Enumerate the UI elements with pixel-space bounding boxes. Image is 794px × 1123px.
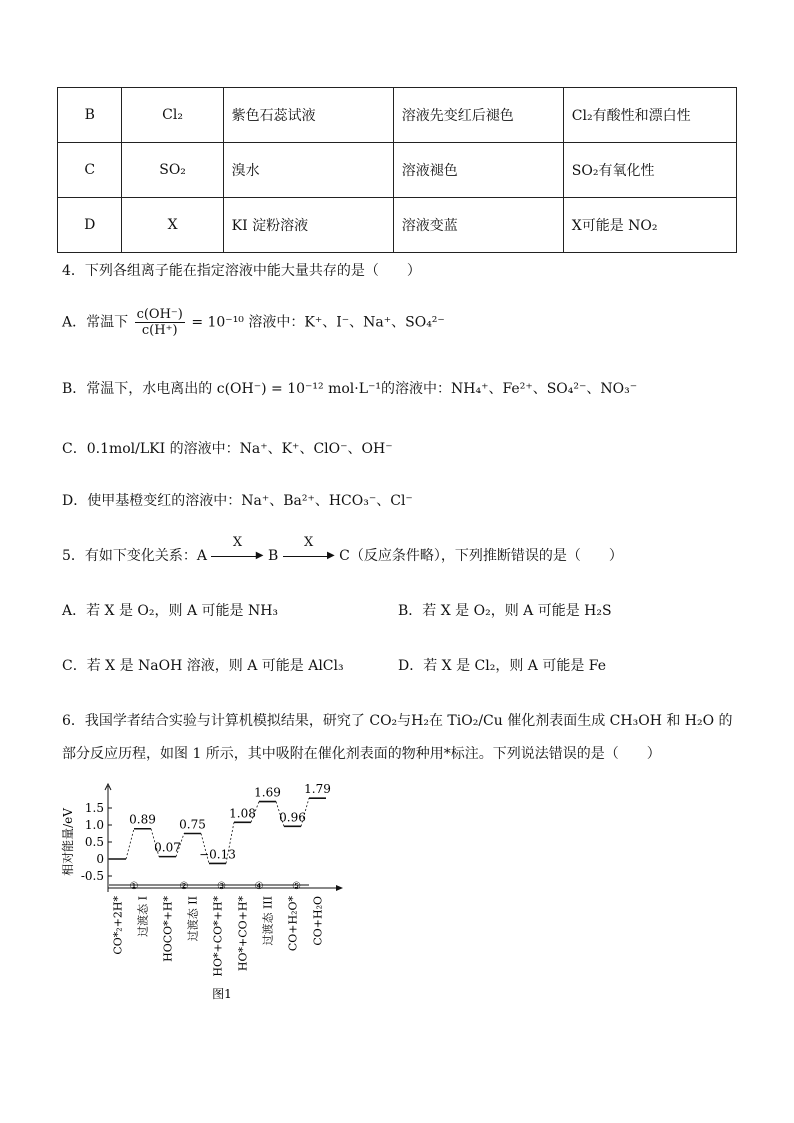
state-label: 过渡态 II [186, 896, 200, 942]
y-tick-label: 0 [96, 852, 104, 866]
cell-reagent: X [122, 198, 223, 253]
y-tick-label: 0.5 [84, 835, 104, 849]
q5-mid: B [267, 548, 279, 564]
step-label: ③ [217, 881, 226, 892]
state-label: 过渡态 I [136, 896, 150, 937]
state-label: 过渡态 III [261, 896, 275, 946]
fraction-numerator: c(OH⁻) [136, 307, 183, 322]
table-row [58, 198, 737, 253]
cell-conclusion: X可能是 NO₂ [563, 198, 736, 253]
q4-option-b: B．常温下，水电离出的 c(OH⁻) = 10⁻¹² mol·L⁻¹的溶液中：NH₄⁺、Fe²⁺、SO₄²⁻、NO₃⁻ [62, 381, 638, 397]
x-axis-arrow [336, 885, 343, 891]
q4-a-fraction [135, 307, 185, 338]
table-row [58, 88, 737, 143]
y-tick-label: 1.0 [84, 818, 104, 832]
cell-option: C [58, 143, 122, 198]
cell-phenomenon: 溶液变蓝 [393, 198, 563, 253]
energy-profile-chart [60, 782, 360, 1007]
energy-value-label: −0.13 [199, 847, 236, 862]
options-table [57, 87, 737, 253]
arrow-label: X [304, 535, 314, 550]
q6-stem-line1: 6．我国学者结合实验与计算机模拟结果，研究了 CO₂与H₂在 TiO₂/Cu 催化剂表面生成 CH₃OH 和 H₂O 的 [62, 713, 733, 729]
cell-test: KI 淀粉溶液 [223, 198, 393, 253]
state-label: CO+H₂O [311, 896, 325, 946]
q4-stem: 4．下列各组离子能在指定溶液中能大量共存的是（ ） [62, 263, 421, 279]
q4-a-suffix: = 10⁻¹⁰ 溶液中：K⁺、I⁻、Na⁺、SO₄²⁻ [191, 314, 445, 331]
state-label: CO+H₂O* [286, 896, 300, 952]
step-label: ① [129, 881, 139, 892]
arrow-label: X [232, 535, 243, 550]
energy-value-label: 0.96 [279, 810, 306, 825]
q4-option-c: C．0.1mol/LKI 的溶液中：Na⁺、K⁺、ClO⁻、OH⁻ [62, 441, 393, 457]
reaction-arrow: X ▶ [283, 549, 335, 563]
state-label: HOCO*+H* [161, 896, 175, 962]
cell-test: 溴水 [223, 143, 393, 198]
q5-option-b: B．若 X 是 O₂，则 A 可能是 H₂S [398, 603, 612, 619]
figure-caption: 图1 [212, 987, 232, 1001]
cell-conclusion: Cl₂有酸性和漂白性 [563, 88, 736, 143]
state-label: CO*₂+2H* [111, 896, 125, 955]
cell-option: D [58, 198, 122, 253]
step-label: ② [179, 881, 189, 892]
step-label: ⑤ [292, 881, 301, 892]
q5-option-d: D．若 X 是 Cl₂，则 A 可能是 Fe [398, 658, 607, 674]
q4-option-a [62, 307, 445, 338]
table-row [58, 143, 737, 198]
transition-connector [126, 829, 134, 859]
q5-option-a: A．若 X 是 O₂，则 A 可能是 NH₃ [62, 603, 279, 619]
cell-phenomenon: 溶液褪色 [393, 143, 563, 198]
energy-value-label: 0.89 [129, 812, 156, 827]
state-label: HO*+CO*+H* [211, 896, 225, 977]
q6-stem-line2: 部分反应历程，如图 1 所示，其中吸附在催化剂表面的物种用*标注。下列说法错误的是（ ） [62, 746, 661, 762]
energy-value-label: 1.69 [254, 785, 281, 800]
q5-stem [62, 535, 623, 565]
q5-stem-pre: 5．有如下变化关系：A [62, 548, 208, 564]
energy-value-label: 0.75 [179, 817, 206, 832]
q5-option-c: C．若 X 是 NaOH 溶液，则 A 可能是 AlCl₃ [62, 658, 344, 674]
y-axis-label: 相对能量/eV [61, 808, 75, 876]
cell-phenomenon: 溶液先变红后褪色 [393, 88, 563, 143]
cell-option: B [58, 88, 122, 143]
y-tick-label: -0.5 [80, 869, 104, 883]
q4-a-prefix: A．常温下 [62, 314, 129, 331]
q4-option-d: D．使甲基橙变红的溶液中：Na⁺、Ba²⁺、HCO₃⁻、Cl⁻ [62, 493, 413, 509]
state-label: HO*+CO+H* [236, 896, 250, 972]
cell-reagent: SO₂ [122, 143, 223, 198]
cell-conclusion: SO₂有氧化性 [563, 143, 736, 198]
energy-value-label: 0.07 [154, 840, 181, 855]
energy-value-label: 1.08 [229, 806, 256, 821]
y-tick-label: 1.5 [84, 801, 104, 815]
energy-value-label: 1.79 [304, 782, 331, 797]
fraction-denominator: c(H⁺) [141, 323, 178, 338]
q5-stem-post: C（反应条件略），下列推断错误的是（ ） [339, 548, 623, 564]
cell-test: 紫色石蕊试液 [223, 88, 393, 143]
cell-reagent: Cl₂ [122, 88, 223, 143]
step-label: ④ [254, 881, 264, 892]
reaction-arrow: X ▶ [211, 549, 263, 563]
